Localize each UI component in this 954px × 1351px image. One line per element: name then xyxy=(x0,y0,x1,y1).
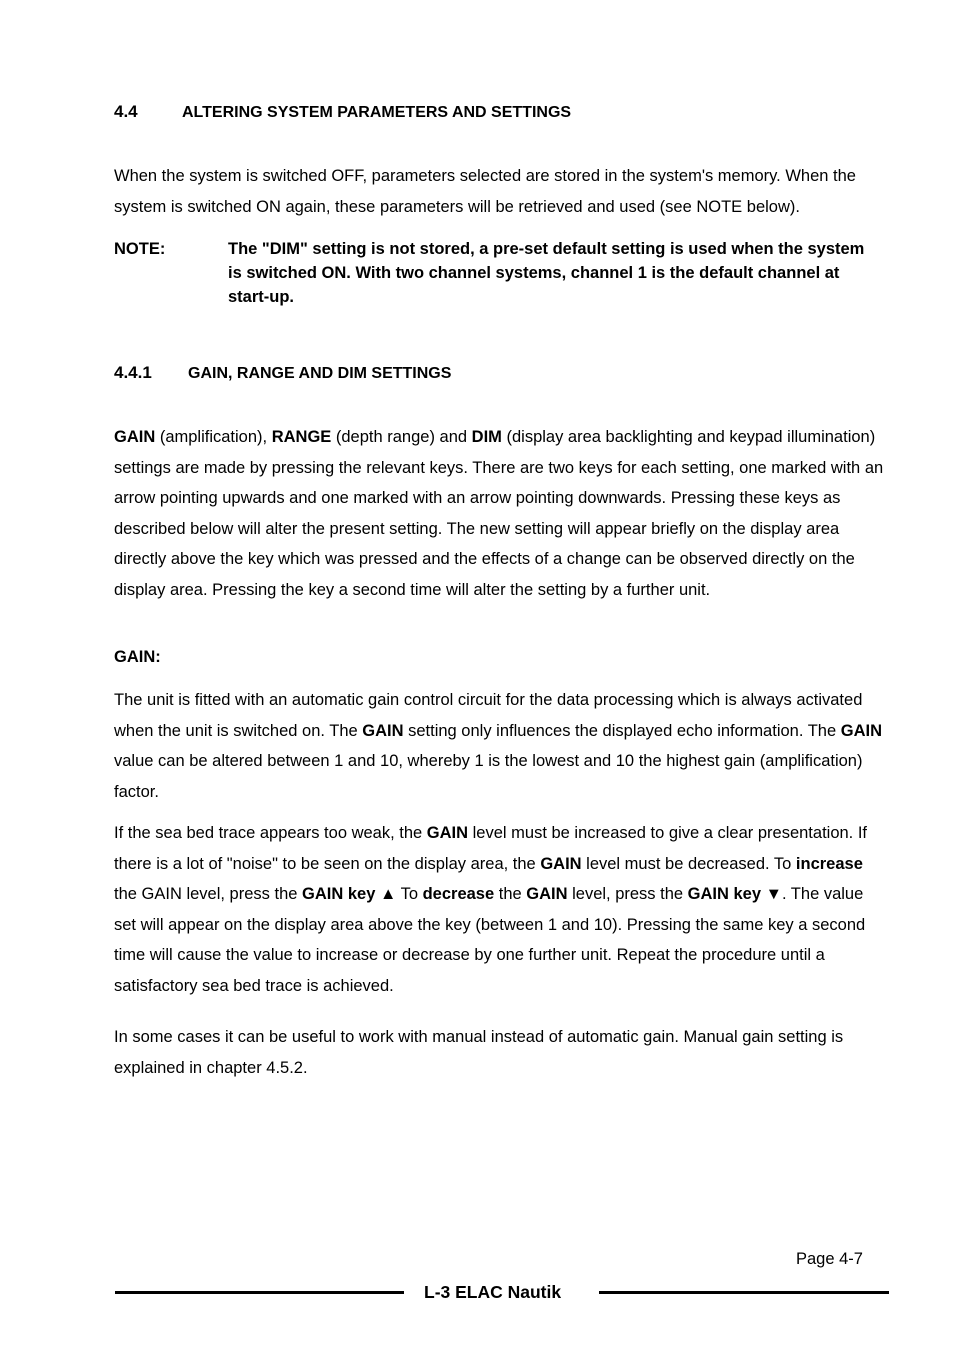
intro-paragraph: When the system is switched OFF, parameters selected are stored in the system's memory. When the system is switched ON again, these parameters will be retrieved and used (see NOTE below). xyxy=(114,167,856,216)
footer-rule-left xyxy=(115,1291,404,1294)
settings-paragraph xyxy=(114,422,886,605)
gain2-text-5: To xyxy=(396,885,423,903)
page-number: Page 4-7 xyxy=(796,1250,863,1268)
subsection-number: 4.4.1 xyxy=(114,363,152,382)
gain-paragraph-1 xyxy=(114,685,886,807)
gain2-bold-6: GAIN xyxy=(526,885,568,903)
gain-heading: GAIN: xyxy=(114,648,161,666)
gain2-bold-1: GAIN xyxy=(426,824,469,842)
section-heading xyxy=(114,102,571,122)
gain2-text-8: . The value set will appear on the display area above the key (between 1 and 10). Pressing the same key a second time will cause the value to increase or decrease by one further unit. Repeat the procedure until a satisfactory sea bed trace is achieved. xyxy=(114,885,866,995)
settings-text-3: (display area backlighting and keypad illumination) settings are made by pressing the relevant keys. There are two keys for each setting, one marked with an arrow pointing upwards and one marked with an arrow pointing downwards. Pressing these keys as described below will alter the present setting. The new setting will appear briefly on the display area directly above the key which was pressed and the effects of a change can be observed directly on the display area. Pressing the key a second time will alter the setting by a further unit. xyxy=(114,428,884,599)
gain2-text-3: level must be decreased. To xyxy=(581,854,796,873)
gain2-text-7: level, press the xyxy=(567,885,688,903)
gain1-bold-1: GAIN xyxy=(362,721,404,740)
dim-term: DIM xyxy=(471,428,502,446)
gain2-bold-3: increase xyxy=(795,854,863,873)
footer-brand: L-3 ELAC Nautik xyxy=(424,1282,562,1302)
subsection-title: GAIN, RANGE AND DIM SETTINGS xyxy=(188,365,452,382)
note-text: The "DIM" setting is not stored, a pre-set default setting is used when the system is switched ON. With two channel systems, channel 1 is the default channel at start-up. xyxy=(228,240,865,306)
gain2-text-2: level must be increased to give a clear presentation. If there is a lot of "noise" to be seen on the display area, the xyxy=(114,824,868,873)
manual-gain-paragraph: In some cases it can be useful to work with manual instead of automatic gain. Manual gain setting is explained in chapter 4.5.2. xyxy=(114,1028,844,1077)
gain1-text-1: The unit is fitted with an automatic gain control circuit for the data processing which is always activated when the unit is switched on. The xyxy=(114,691,863,740)
gain1-text-2: setting only influences the displayed echo information. The xyxy=(403,721,841,740)
note-label: NOTE: xyxy=(114,240,166,258)
gain2-text-1: If the sea bed trace appears too weak, the xyxy=(114,824,427,842)
section-number: 4.4 xyxy=(114,102,138,121)
gain2-text-6: the xyxy=(494,885,527,903)
section-title: ALTERING SYSTEM PARAMETERS AND SETTINGS xyxy=(182,104,572,121)
gain1-bold-2: GAIN xyxy=(840,721,882,740)
range-term: RANGE xyxy=(271,428,332,446)
gain2-bold-5: decrease xyxy=(422,885,495,903)
gain2-text-4: the GAIN level, press the xyxy=(114,885,303,903)
gain-key-down: GAIN key ▼ xyxy=(687,885,782,903)
gain-paragraph-2 xyxy=(114,818,886,1001)
gain-key-up: GAIN key ▲ xyxy=(302,885,397,903)
subsection-heading xyxy=(114,363,451,383)
gain2-bold-2: GAIN xyxy=(540,854,582,873)
gain1-text-3: value can be altered between 1 and 10, whereby 1 is the lowest and 10 the highest gain (amplification) factor. xyxy=(114,752,863,801)
settings-text-2: (depth range) and xyxy=(331,428,472,446)
gain-term: GAIN xyxy=(114,428,156,446)
footer-rule-right xyxy=(599,1291,889,1294)
settings-text-1: (amplification), xyxy=(155,428,272,446)
